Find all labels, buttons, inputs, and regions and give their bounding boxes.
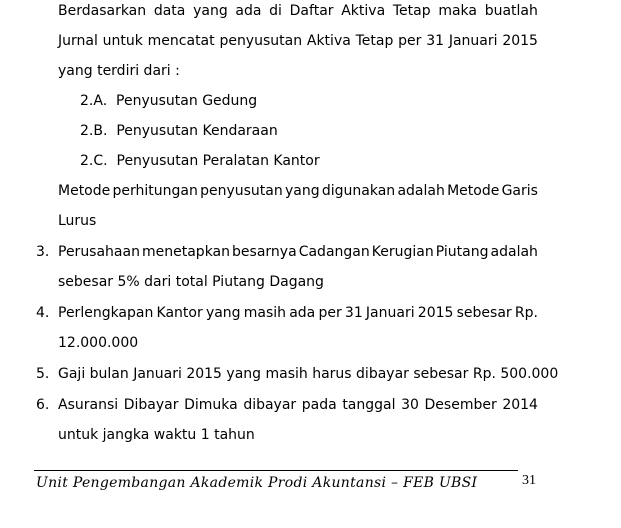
word: mencatat <box>147 33 215 49</box>
item-3-line-1 <box>58 243 538 261</box>
word: data <box>153 3 186 19</box>
word: Asuransi <box>58 397 119 413</box>
word: ada <box>289 305 316 321</box>
word: yang <box>205 305 241 321</box>
word: Garis <box>501 183 538 199</box>
word: Perlengkapan <box>58 305 154 321</box>
intro-line-1 <box>58 2 538 20</box>
word: 30 <box>401 397 419 413</box>
word: Januari <box>365 305 415 321</box>
subitem-text: Penyusutan Peralatan Kantor <box>116 153 320 169</box>
page-number: 31 <box>522 473 536 488</box>
word: buatlah <box>484 3 538 19</box>
word: Desember <box>424 397 497 413</box>
item-5-line-1: Gaji bulan Januari 2015 yang masih harus dibayar sebesar Rp. 500.000 <box>58 366 559 382</box>
intro-line-2 <box>58 32 538 50</box>
item-3-line-2: sebesar 5% dari total Piutang Dagang <box>58 274 324 290</box>
word: penyusutan <box>219 33 303 49</box>
method-line-2: Lurus <box>58 213 97 229</box>
word: sebesar <box>456 305 512 321</box>
word: Metode <box>58 183 111 199</box>
item-4-number: 4. <box>36 305 50 321</box>
subitem-number: 2.B. <box>80 123 108 139</box>
footer-divider <box>34 470 518 471</box>
word: pada <box>301 397 337 413</box>
word: maka <box>438 3 477 19</box>
word: Aktiva <box>341 3 386 19</box>
word: Kerugian <box>371 244 434 260</box>
word: untuk <box>102 33 143 49</box>
item-4-line-2: 12.000.000 <box>58 335 139 351</box>
word: Daftar <box>289 3 334 19</box>
item-6-number: 6. <box>36 397 50 413</box>
word: menetapkan <box>142 244 231 260</box>
word: yang <box>193 3 228 19</box>
footer-text: Unit Pengembangan Akademik Prodi Akuntansi – FEB UBSI <box>36 475 478 491</box>
word: perhitungan <box>112 183 198 199</box>
word: 2014 <box>502 397 538 413</box>
method-line-1 <box>58 182 538 200</box>
subitem-number: 2.C. <box>80 153 108 169</box>
word: di <box>269 3 282 19</box>
word: adalah <box>490 244 538 260</box>
word: ada <box>235 3 262 19</box>
subitem-number: 2.A. <box>80 93 108 109</box>
subitem-2b <box>80 122 278 140</box>
word: tanggal <box>342 397 396 413</box>
item-3-number: 3. <box>36 244 50 260</box>
word: Berdasarkan <box>58 3 147 19</box>
word: Dibayar <box>123 397 179 413</box>
word: Perusahaan <box>58 244 140 260</box>
word: 2015 <box>417 305 454 321</box>
item-6-line-2: untuk jangka waktu 1 tahun <box>58 427 255 443</box>
word: penyusutan <box>200 183 283 199</box>
word: adalah <box>397 183 445 199</box>
word: Dimuka <box>184 397 238 413</box>
word: Metode <box>447 183 500 199</box>
item-4-line-1 <box>58 304 538 322</box>
item-5-number: 5. <box>36 366 50 382</box>
word: Piutang <box>435 244 489 260</box>
word: digunakan <box>321 183 396 199</box>
word: dibayar <box>243 397 297 413</box>
subitem-2a <box>80 92 257 110</box>
word: 31 <box>426 33 445 49</box>
subitem-2c <box>80 152 320 170</box>
word: masih <box>243 305 287 321</box>
word: Rp. <box>514 305 538 321</box>
word: per <box>398 33 422 49</box>
word: besarnya <box>232 244 297 260</box>
word: Kantor <box>156 305 203 321</box>
word: yang <box>285 183 320 199</box>
word: 31 <box>344 305 363 321</box>
word: Tetap <box>355 33 394 49</box>
subitem-text: Penyusutan Gedung <box>116 93 258 109</box>
word: Tetap <box>392 3 431 19</box>
word: Aktiva <box>306 33 351 49</box>
word: 2015 <box>502 33 538 49</box>
word: Cadangan <box>298 244 370 260</box>
intro-line-3: yang terdiri dari : <box>58 63 180 79</box>
subitem-text: Penyusutan Kendaraan <box>116 123 278 139</box>
word: Jurnal <box>58 33 98 49</box>
word: per <box>318 305 342 321</box>
word: Januari <box>448 33 498 49</box>
item-6-line-1 <box>58 396 538 414</box>
